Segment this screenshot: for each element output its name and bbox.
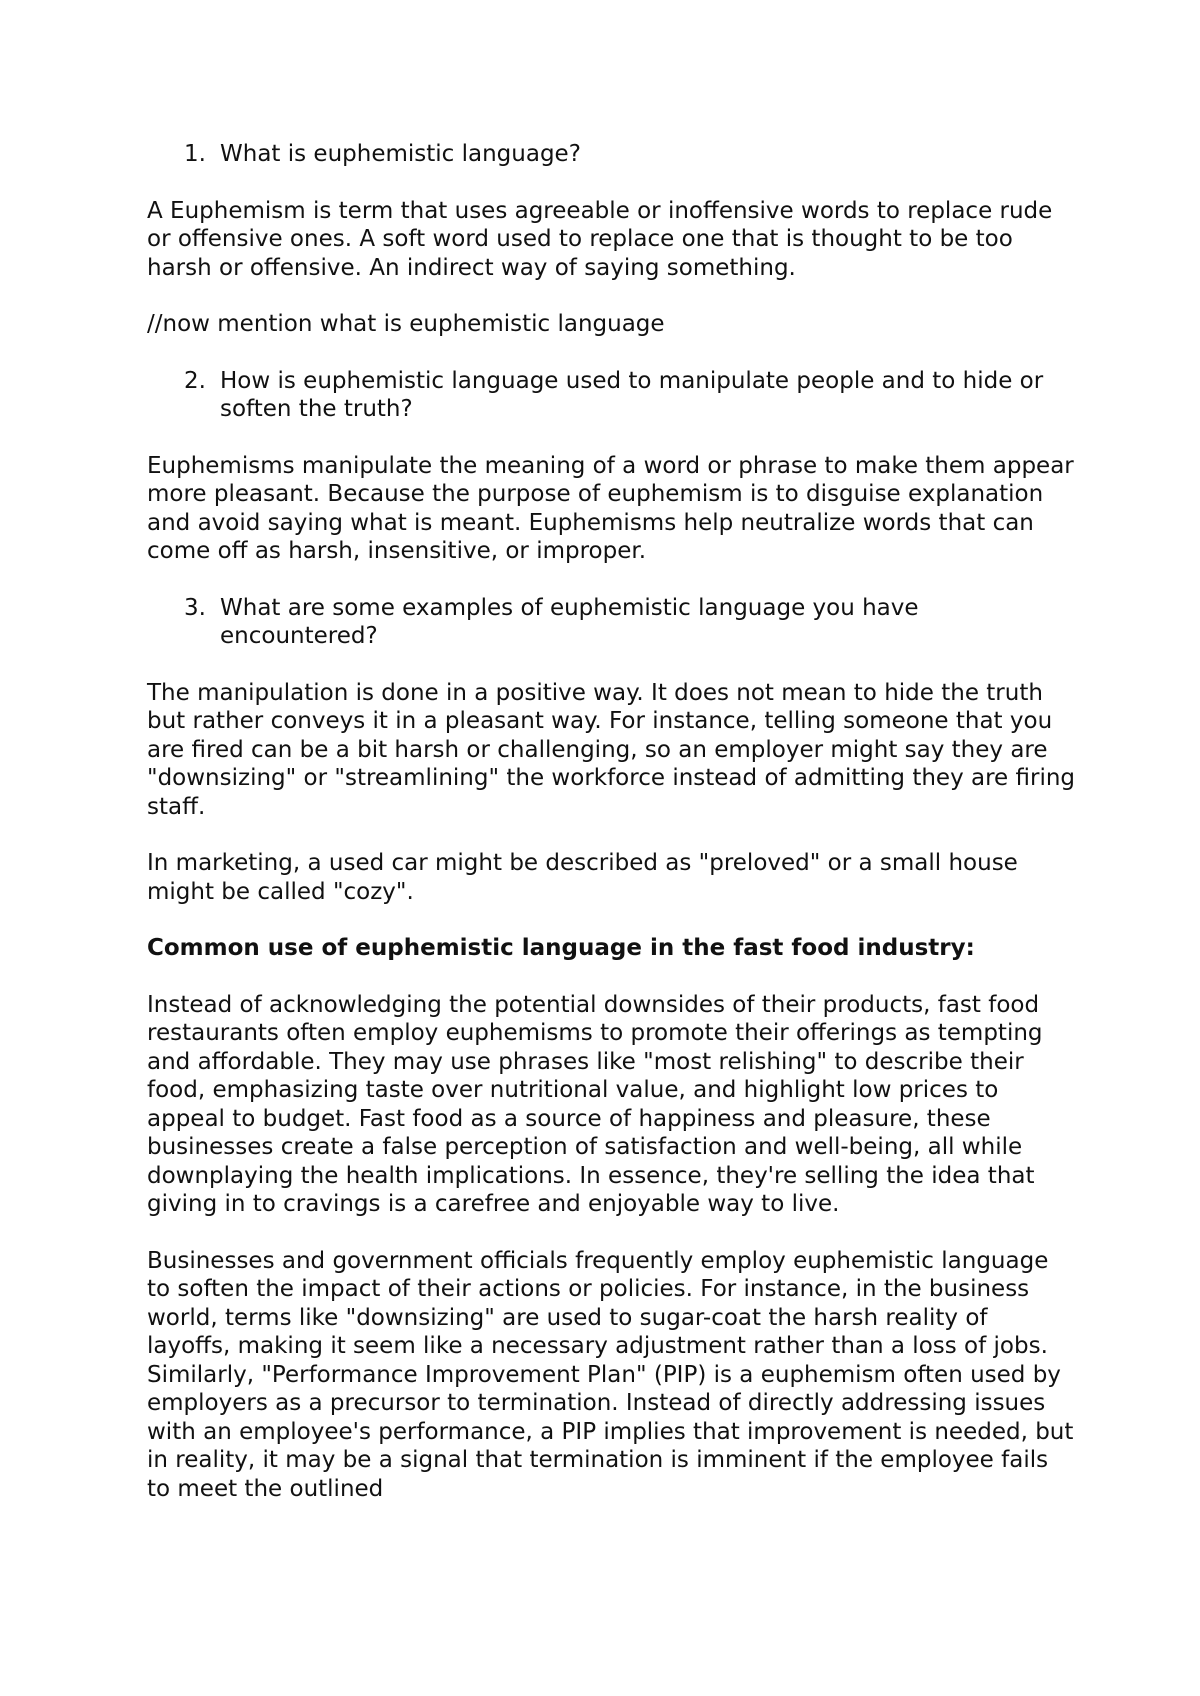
question-item: [147, 140, 1077, 169]
question-item: [147, 594, 1077, 651]
section-heading: Common use of euphemistic language in the fast food industry:: [147, 935, 975, 961]
answer-paragraph: Euphemisms manipulate the meaning of a word or phrase to make them appear more pleasant. Because the purpose of euphemism is to disguise explanation and avoid saying what is meant. Euphemisms help neutralize words that can come off as harsh, insensitive, or improper.: [147, 452, 1074, 564]
note-paragraph: //now mention what is euphemistic language: [147, 311, 665, 337]
body-paragraph: Instead of acknowledging the potential downsides of their products, fast food restaurants often employ euphemisms to promote their offerings as tempting and affordable. They may use phrases like "most relishing" to describe their food, emphasizing taste over nutritional value, and highlight low prices to appeal to budget. Fast food as a source of happiness and pleasure, these businesses create a false perception of satisfaction and well-being, all while downplaying the health implications. In essence, they're selling the idea that giving in to cravings is a carefree and enjoyable way to live.: [147, 991, 1043, 1217]
question-text: What is euphemistic language?: [220, 141, 581, 167]
question-number: 3.: [184, 594, 206, 621]
question-text: How is euphemistic language used to manipulate people and to hide or soften the truth?: [220, 367, 1044, 422]
question-number: 2.: [184, 367, 206, 394]
question-number: 1.: [184, 141, 206, 167]
question-item: [147, 367, 1077, 424]
answer-paragraph: A Euphemism is term that uses agreeable or inoffensive words to replace rude or offensive ones. A soft word used to replace one that is thought to be too harsh or offensive. An indirect way of saying something.: [147, 197, 1053, 281]
body-paragraph: Businesses and government officials frequently employ euphemistic language to soften the impact of their actions or policies. For instance, in the business world, terms like "downsizing" are used to sugar-coat the harsh reality of layoffs, making it seem like a necessary adjustment rather than a loss of jobs. Similarly, "Performance Improvement Plan" (PIP) is a euphemism often used by employers as a precursor to termination. Instead of directly addressing issues with an employee's performance, a PIP implies that improvement is needed, but in reality, it may be a signal that termination is imminent if the employee fails to meet the outlined: [147, 1247, 1074, 1502]
question-text: What are some examples of euphemistic language you have encountered?: [220, 594, 919, 649]
answer-paragraph: The manipulation is done in a positive way. It does not mean to hide the truth but rather conveys it in a pleasant way. For instance, telling someone that you are fired can be a bit harsh or challenging, so an employer might say they are "downsizing" or "streamlining" the workforce instead of admitting they are firing staff.: [147, 679, 1076, 820]
answer-paragraph: In marketing, a used car might be described as "preloved" or a small house might be called "cozy".: [147, 850, 1018, 905]
document-page: [147, 140, 1077, 1531]
